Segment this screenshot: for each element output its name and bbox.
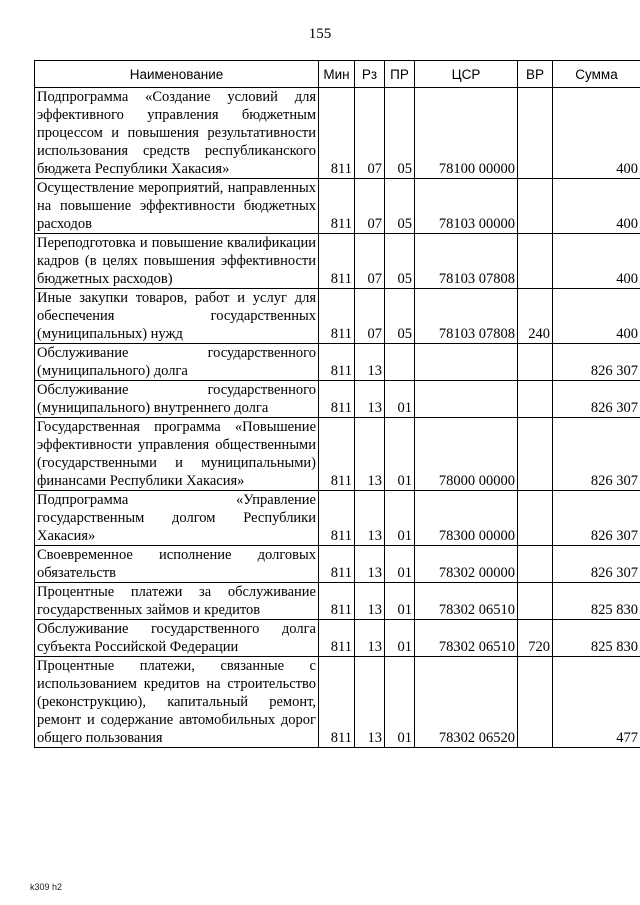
- cell-min: 811: [319, 583, 355, 620]
- cell-csr: 78000 00000: [415, 418, 518, 491]
- cell-min: 811: [319, 234, 355, 289]
- footer-code: k309 h2: [30, 882, 63, 892]
- cell-csr: 78100 00000: [415, 88, 518, 179]
- cell-sum: 400: [553, 234, 640, 289]
- cell-name: Осуществление мероприятий, направленных на повышение эффективности бюджетных расходов: [35, 179, 319, 234]
- table-body: [35, 88, 640, 748]
- table-row: [35, 289, 640, 344]
- table-row: [35, 381, 640, 418]
- cell-vr: [518, 234, 553, 289]
- cell-sum: 826 307: [553, 381, 640, 418]
- cell-min: 811: [319, 657, 355, 748]
- cell-pr: 01: [385, 583, 415, 620]
- cell-name: Своевременное исполнение долговых обязательств: [35, 546, 319, 583]
- cell-name: Подпрограмма «Управление государственным долгом Республики Хакасия»: [35, 491, 319, 546]
- header-name: Наименование: [35, 61, 319, 88]
- table-row: [35, 88, 640, 179]
- cell-pr: 05: [385, 88, 415, 179]
- cell-name: Обслуживание государственного долга субъекта Российской Федерации: [35, 620, 319, 657]
- cell-min: 811: [319, 179, 355, 234]
- table-row: [35, 546, 640, 583]
- cell-csr: 78302 06510: [415, 583, 518, 620]
- cell-name: Процентные платежи за обслуживание государственных займов и кредитов: [35, 583, 319, 620]
- cell-csr: 78103 07808: [415, 234, 518, 289]
- cell-sum: 826 307: [553, 418, 640, 491]
- cell-min: 811: [319, 344, 355, 381]
- cell-vr: [518, 418, 553, 491]
- table-row: [35, 179, 640, 234]
- header-sum: Сумма: [553, 61, 640, 88]
- cell-min: 811: [319, 289, 355, 344]
- cell-rz: 13: [355, 583, 385, 620]
- cell-rz: 13: [355, 546, 385, 583]
- cell-pr: 01: [385, 381, 415, 418]
- cell-vr: [518, 546, 553, 583]
- cell-name: Подпрограмма «Создание условий для эффективного управления бюджетным процессом и повышения результативности использования средств республиканского бюджета Республики Хакасия»: [35, 88, 319, 179]
- cell-vr: [518, 179, 553, 234]
- table-row: [35, 418, 640, 491]
- table-header-row: [35, 61, 640, 88]
- cell-rz: 13: [355, 620, 385, 657]
- cell-vr: 240: [518, 289, 553, 344]
- cell-vr: [518, 381, 553, 418]
- cell-pr: 05: [385, 179, 415, 234]
- cell-pr: 05: [385, 234, 415, 289]
- cell-pr: 01: [385, 620, 415, 657]
- cell-name: Обслуживание государственного (муниципального) долга: [35, 344, 319, 381]
- cell-csr: 78302 06520: [415, 657, 518, 748]
- cell-name: Иные закупки товаров, работ и услуг для обеспечения государственных (муниципальных) нужд: [35, 289, 319, 344]
- cell-csr: 78302 06510: [415, 620, 518, 657]
- cell-min: 811: [319, 491, 355, 546]
- cell-sum: 825 830: [553, 583, 640, 620]
- cell-min: 811: [319, 620, 355, 657]
- cell-name: Обслуживание государственного (муниципального) внутреннего долга: [35, 381, 319, 418]
- cell-csr: 78103 07808: [415, 289, 518, 344]
- table-row: [35, 491, 640, 546]
- cell-pr: 01: [385, 491, 415, 546]
- cell-vr: [518, 657, 553, 748]
- table-row: [35, 344, 640, 381]
- header-pr: ПР: [385, 61, 415, 88]
- cell-sum: 826 307: [553, 344, 640, 381]
- header-min: Мин: [319, 61, 355, 88]
- table-row: [35, 583, 640, 620]
- cell-rz: 07: [355, 234, 385, 289]
- cell-rz: 13: [355, 657, 385, 748]
- cell-rz: 07: [355, 88, 385, 179]
- header-csr: ЦСР: [415, 61, 518, 88]
- cell-csr: 78300 00000: [415, 491, 518, 546]
- cell-vr: 720: [518, 620, 553, 657]
- cell-rz: 13: [355, 344, 385, 381]
- budget-table: [34, 60, 640, 748]
- cell-rz: 13: [355, 418, 385, 491]
- cell-sum: 825 830: [553, 620, 640, 657]
- cell-rz: 07: [355, 289, 385, 344]
- cell-vr: [518, 583, 553, 620]
- cell-rz: 07: [355, 179, 385, 234]
- cell-pr: 01: [385, 418, 415, 491]
- cell-csr: 78302 00000: [415, 546, 518, 583]
- header-vr: ВР: [518, 61, 553, 88]
- table-row: [35, 620, 640, 657]
- cell-csr: 78103 00000: [415, 179, 518, 234]
- cell-pr: 05: [385, 289, 415, 344]
- cell-min: 811: [319, 418, 355, 491]
- cell-min: 811: [319, 546, 355, 583]
- cell-sum: 826 307: [553, 546, 640, 583]
- cell-min: 811: [319, 88, 355, 179]
- cell-sum: 400: [553, 289, 640, 344]
- cell-vr: [518, 88, 553, 179]
- cell-csr: [415, 344, 518, 381]
- header-rz: Рз: [355, 61, 385, 88]
- cell-csr: [415, 381, 518, 418]
- cell-sum: 400: [553, 179, 640, 234]
- cell-pr: 01: [385, 546, 415, 583]
- cell-rz: 13: [355, 491, 385, 546]
- cell-sum: 400: [553, 88, 640, 179]
- table-row: [35, 234, 640, 289]
- cell-name: Переподготовка и повышение квалификации кадров (в целях повышения эффективности бюджетных расходов): [35, 234, 319, 289]
- page-number: 155: [308, 26, 332, 42]
- cell-pr: [385, 344, 415, 381]
- table-row: [35, 657, 640, 748]
- cell-sum: 477: [553, 657, 640, 748]
- cell-name: Государственная программа «Повышение эффективности управления общественными (государственными и муниципальными) финансами Республики Хакасия»: [35, 418, 319, 491]
- cell-min: 811: [319, 381, 355, 418]
- cell-vr: [518, 344, 553, 381]
- cell-vr: [518, 491, 553, 546]
- cell-sum: 826 307: [553, 491, 640, 546]
- cell-rz: 13: [355, 381, 385, 418]
- cell-name: Процентные платежи, связанные с использованием кредитов на строительство (реконструкцию), капитальный ремонт, ремонт и содержание автомобильных дорог общего пользования: [35, 657, 319, 748]
- cell-pr: 01: [385, 657, 415, 748]
